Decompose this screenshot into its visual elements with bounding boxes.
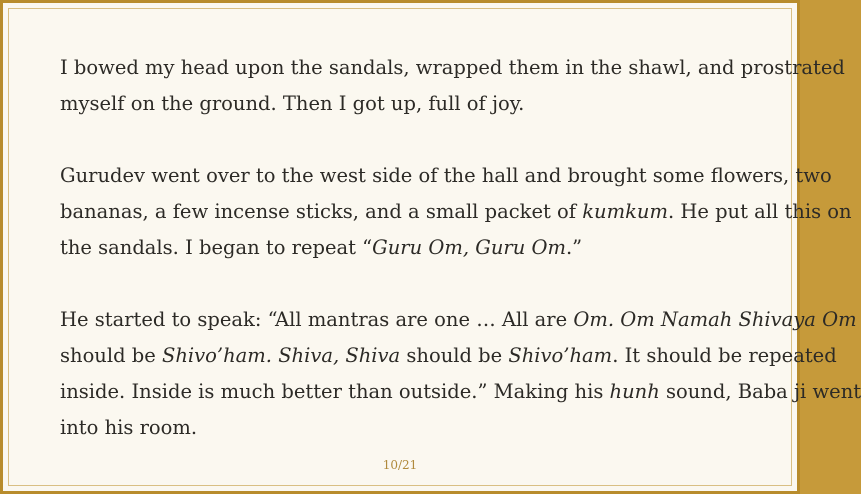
text-line bbox=[60, 158, 832, 194]
text-run: should be bbox=[60, 344, 163, 367]
paragraph bbox=[60, 50, 845, 122]
text-run: . He put all this on bbox=[667, 200, 852, 223]
text-line bbox=[60, 50, 845, 86]
text-line bbox=[60, 338, 837, 374]
text-line bbox=[60, 194, 852, 230]
italic-text: Shivo’ham bbox=[508, 344, 613, 367]
text-run: myself on the ground. Then I got up, full of joy. bbox=[60, 92, 525, 115]
text-line bbox=[60, 374, 861, 410]
text-line bbox=[60, 302, 857, 338]
text-run: should be bbox=[400, 344, 509, 367]
text-run: . It should be repeated bbox=[612, 344, 837, 367]
text-run: bananas, a few incense sticks, and a small packet of bbox=[60, 200, 583, 223]
text-run: inside. Inside is much better than outside.” Making his bbox=[60, 380, 610, 403]
italic-text: kumkum bbox=[582, 200, 668, 223]
page-number: 10/21 bbox=[382, 458, 418, 472]
paragraph bbox=[60, 158, 852, 266]
text-run: He started to speak: “All mantras are one … All are bbox=[60, 308, 574, 331]
italic-text: Guru Om, Guru Om bbox=[372, 236, 566, 259]
page-body bbox=[60, 50, 861, 446]
text-run: sound, Baba ji went bbox=[659, 380, 861, 403]
text-line bbox=[60, 86, 760, 122]
italic-text: Shivo’ham. Shiva, Shiva bbox=[162, 344, 401, 367]
text-run: .” bbox=[565, 236, 583, 259]
italic-text: Om. Om Namah Shivaya Om bbox=[573, 308, 857, 331]
text-run: into his room. bbox=[60, 416, 198, 439]
paragraph bbox=[60, 302, 861, 446]
italic-text: hunh bbox=[609, 380, 660, 403]
text-run: I bowed my head upon the sandals, wrapped them in the shawl, and prostrated bbox=[60, 56, 845, 79]
text-run: Gurudev went over to the west side of the hall and brought some flowers, two bbox=[60, 164, 832, 187]
text-line bbox=[60, 230, 760, 266]
text-run: the sandals. I began to repeat “ bbox=[60, 236, 373, 259]
text-line bbox=[60, 410, 760, 446]
